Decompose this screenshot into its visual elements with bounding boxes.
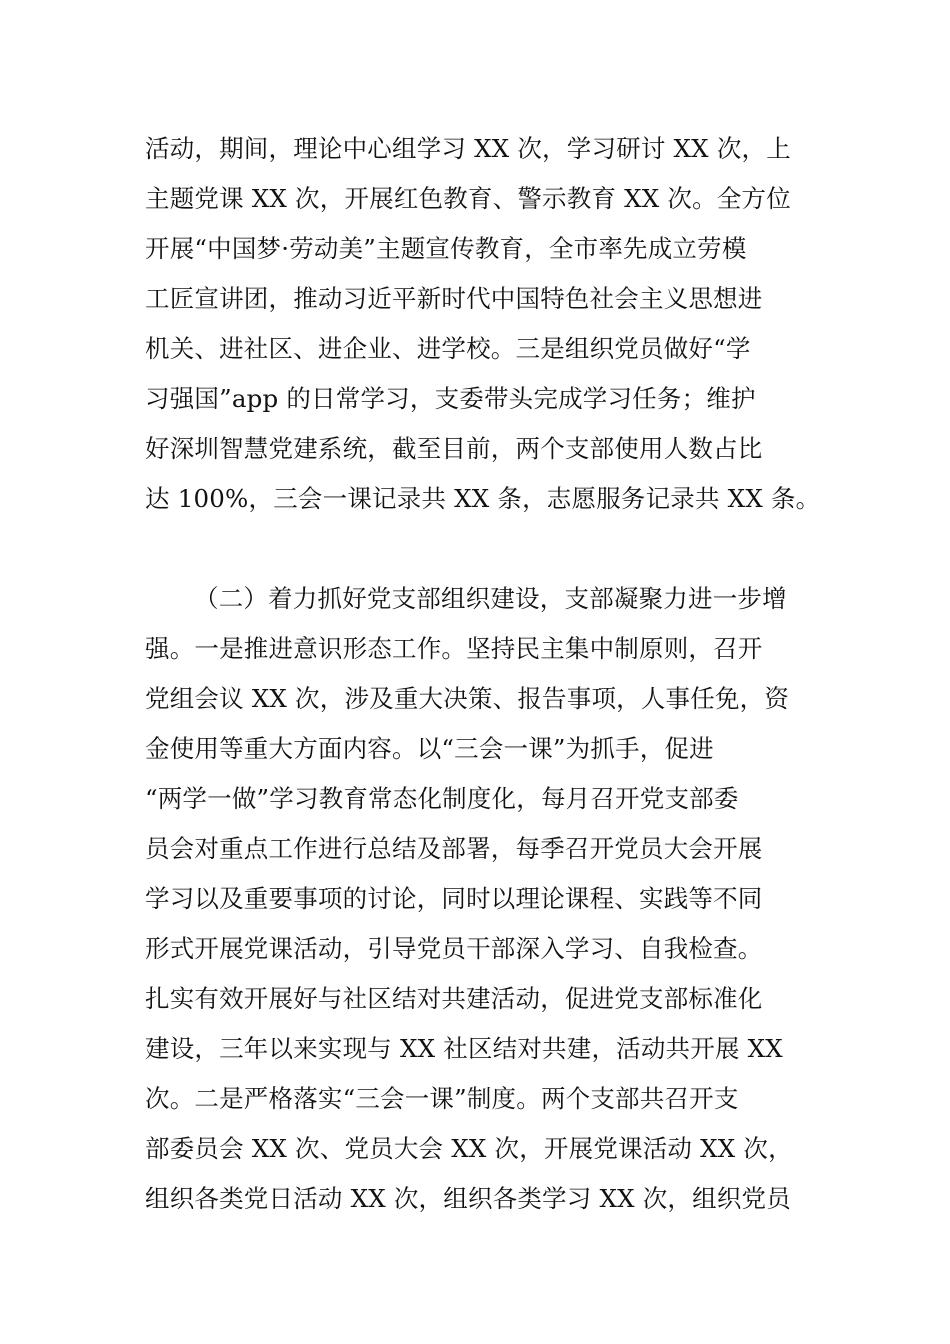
text-line: 党组会议 XX 次，涉及重大决策、报告事项，人事任免，资 bbox=[145, 684, 790, 713]
text-line: 形式开展党课活动，引导党员干部深入学习、自我检查。 bbox=[145, 934, 763, 963]
text-line: 学习以及重要事项的讨论，同时以理论课程、实践等不同 bbox=[145, 884, 763, 913]
text-line: 扎实有效开展好与社区结对共建活动，促进党支部标准化 bbox=[145, 984, 763, 1013]
text-line: 工匠宣讲团，推动习近平新时代中国特色社会主义思想进 bbox=[145, 284, 763, 313]
text-line: 习强国”app 的日常学习，支委带头完成学习任务；维护 bbox=[145, 384, 756, 413]
text-line: 组织各类党日活动 XX 次，组织各类学习 XX 次，组织党员 bbox=[145, 1184, 791, 1213]
text-line: 主题党课 XX 次，开展红色教育、警示教育 XX 次。全方位 bbox=[145, 184, 791, 213]
text-line: 金使用等重大方面内容。以“三会一课”为抓手，促进 bbox=[145, 734, 714, 763]
text-line: 开展“中国梦·劳动美”主题宣传教育，全市率先成立劳模 bbox=[145, 234, 747, 263]
text-line: 达 100%，三会一课记录共 XX 条，志愿服务记录共 XX 条。 bbox=[145, 484, 821, 513]
text-line: 建设，三年以来实现与 XX 社区结对共建，活动共开展 XX bbox=[145, 1034, 783, 1063]
text-line: 次。二是严格落实“三会一课”制度。两个支部共召开支 bbox=[145, 1084, 739, 1113]
text-line: 强。一是推进意识形态工作。坚持民主集中制原则，召开 bbox=[145, 634, 763, 663]
text-line: 部委员会 XX 次、党员大会 XX 次，开展党课活动 XX 次， bbox=[145, 1134, 793, 1163]
text-line: （二）着力抓好党支部组织建设，支部凝聚力进一步增 bbox=[194, 584, 787, 613]
text-line: 好深圳智慧党建系统，截至目前，两个支部使用人数占比 bbox=[145, 434, 763, 463]
text-line: 活动，期间，理论中心组学习 XX 次，学习研讨 XX 次，上 bbox=[145, 134, 791, 163]
text-line: 机关、进社区、进企业、进学校。三是组织党员做好“学 bbox=[145, 334, 751, 363]
text-line: 员会对重点工作进行总结及部署，每季召开党员大会开展 bbox=[145, 834, 763, 863]
text-line: “两学一做”学习教育常态化制度化，每月召开党支部委 bbox=[145, 784, 739, 813]
